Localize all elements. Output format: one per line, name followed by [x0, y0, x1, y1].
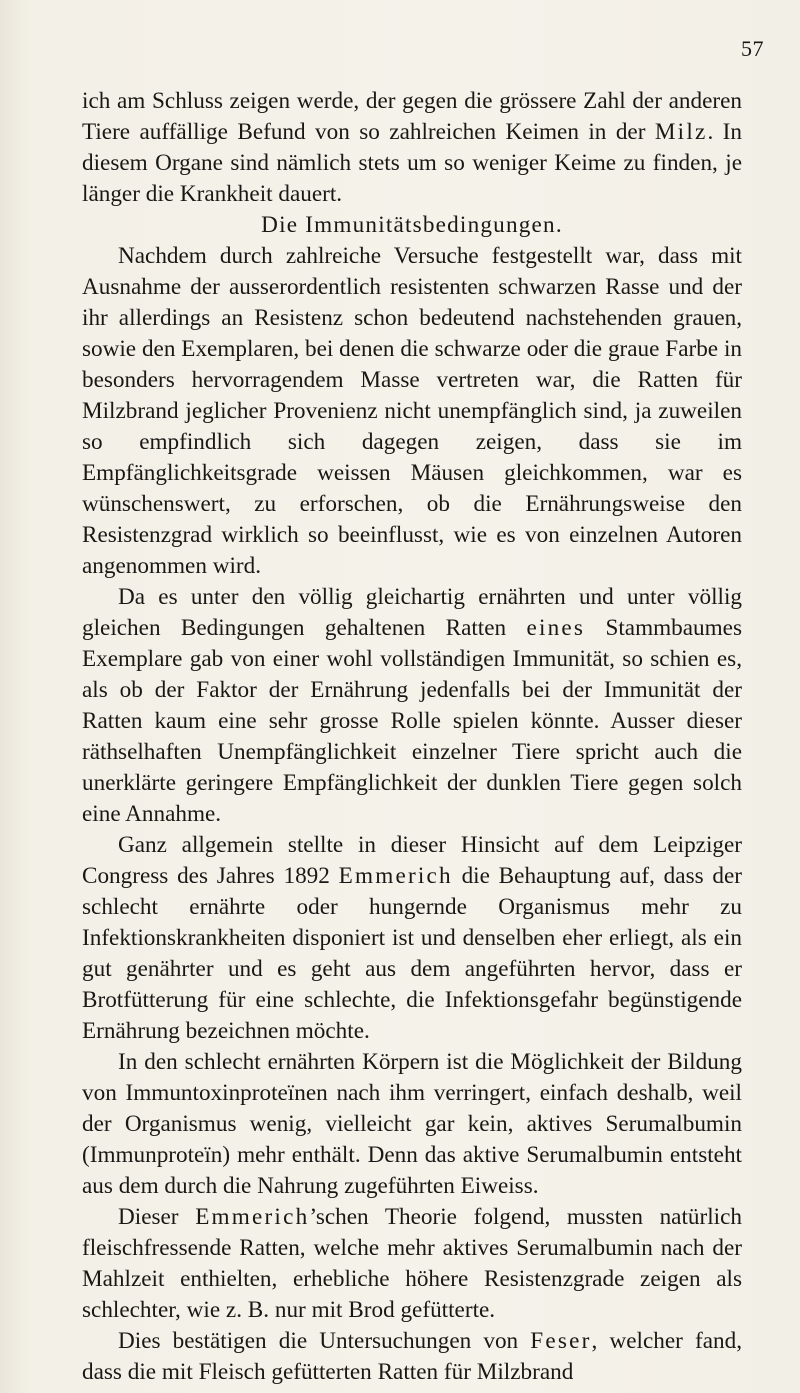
author-name: Emmerich — [195, 1204, 310, 1230]
text-run: Stammbaumes Exemplare gab von einer wohl vollständigen Immunität, so schien es, als ob der Faktor der Ernährung jedenfalls bei der Immunität der Ratten kaum eine sehr grosse Rolle spielen könnte. Ausser dieser räthselhaften Unempfänglichkeit einzelner Tiere spricht auch die unerklärte geringere Empfänglichkeit der dunklen Tiere gegen solch eine Annahme. — [82, 615, 742, 827]
text-run: Dies bestätigen die Untersuchungen von — [118, 1328, 531, 1354]
spaced-term: eines — [526, 615, 586, 641]
text-run: Dieser — [118, 1204, 196, 1230]
paragraph — [82, 1202, 742, 1326]
paragraph — [82, 830, 742, 1047]
paragraph-continuation — [82, 86, 742, 210]
text-run: . In diesem Organe sind nämlich stets um so weniger Keime zu finden, je länger die Krankheit dauert. — [82, 119, 742, 207]
author-name: Feser — [530, 1328, 592, 1354]
body-text — [82, 86, 742, 1388]
text-run: , welcher fand, dass die mit Fleisch gefütterten Ratten für Milzbrand — [82, 1328, 742, 1385]
paragraph — [82, 582, 742, 830]
spaced-term: Milz — [654, 119, 708, 145]
text-run: die Behauptung auf, dass der schlecht ernährte oder hungernde Organismus mehr zu Infektionskrankheiten disponiert ist und denselben eher erliegt, als ein gut genährter und es geht aus dem angeführten hervor, dass er Brotfütterung für eine schlechte, die Infektionsgefahr begünstigende Ernährung bezeichnen möchte. — [82, 863, 742, 1044]
text-run: Da es unter den völlig gleichartig ernährten und unter völlig gleichen Bedingungen gehaltenen Ratten — [82, 584, 742, 641]
paragraph — [82, 1326, 742, 1388]
text-run: Ganz allgemein stellte in dieser Hinsicht auf dem Leipziger Congress des Jahres 1892 — [82, 832, 742, 889]
text-run: ’schen Theorie folgend, mussten natürlich fleischfressende Ratten, welche mehr aktives Serumalbumin nach der Mahlzeit enthielten, erhebliche höhere Resistenzgrade zeigen als schlechter, wie z. B. nur mit Brod gefütterte. — [82, 1204, 742, 1323]
author-name: Emmerich — [338, 863, 453, 889]
page-number: 57 — [741, 36, 764, 61]
section-heading: Die Immunitätsbedingungen. — [261, 212, 563, 238]
paragraph: Nachdem durch zahlreiche Versuche festgestellt war, dass mit Ausnahme der ausserordentlich resistenten schwarzen Rasse und der ihr allerdings an Resistenz schon bedeutend nachstehenden grauen, sowie den Exemplaren, bei denen die schwarze oder die graue Farbe in besonders hervorragendem Masse vertreten war, die Ratten für Milzbrand jeglicher Provenienz nicht unempfänglich sind, ja zuweilen so empfindlich sich dagegen zeigen, dass sie im Empfänglichkeitsgrade weissen Mäusen gleichkommen, war es wünschenswert, zu erforschen, ob die Ernährungsweise den Resistenzgrad wirklich so beeinflusst, wie es von einzelnen Autoren angenommen wird. — [82, 243, 742, 579]
paragraph: In den schlecht ernährten Körpern ist die Möglichkeit der Bildung von Immuntoxinproteïnen nach ihm verringert, einfach deshalb, weil der Organismus wenig, vielleicht gar kein, aktives Serumalbumin (Immunproteïn) mehr enthält. Denn das aktive Serumalbumin entsteht aus dem durch die Nahrung zugeführten Eiweiss. — [82, 1049, 742, 1199]
text-run: ich am Schluss zeigen werde, der gegen die grössere Zahl der anderen Tiere auffällige Befund von so zahlreichen Keimen in der — [82, 88, 742, 145]
